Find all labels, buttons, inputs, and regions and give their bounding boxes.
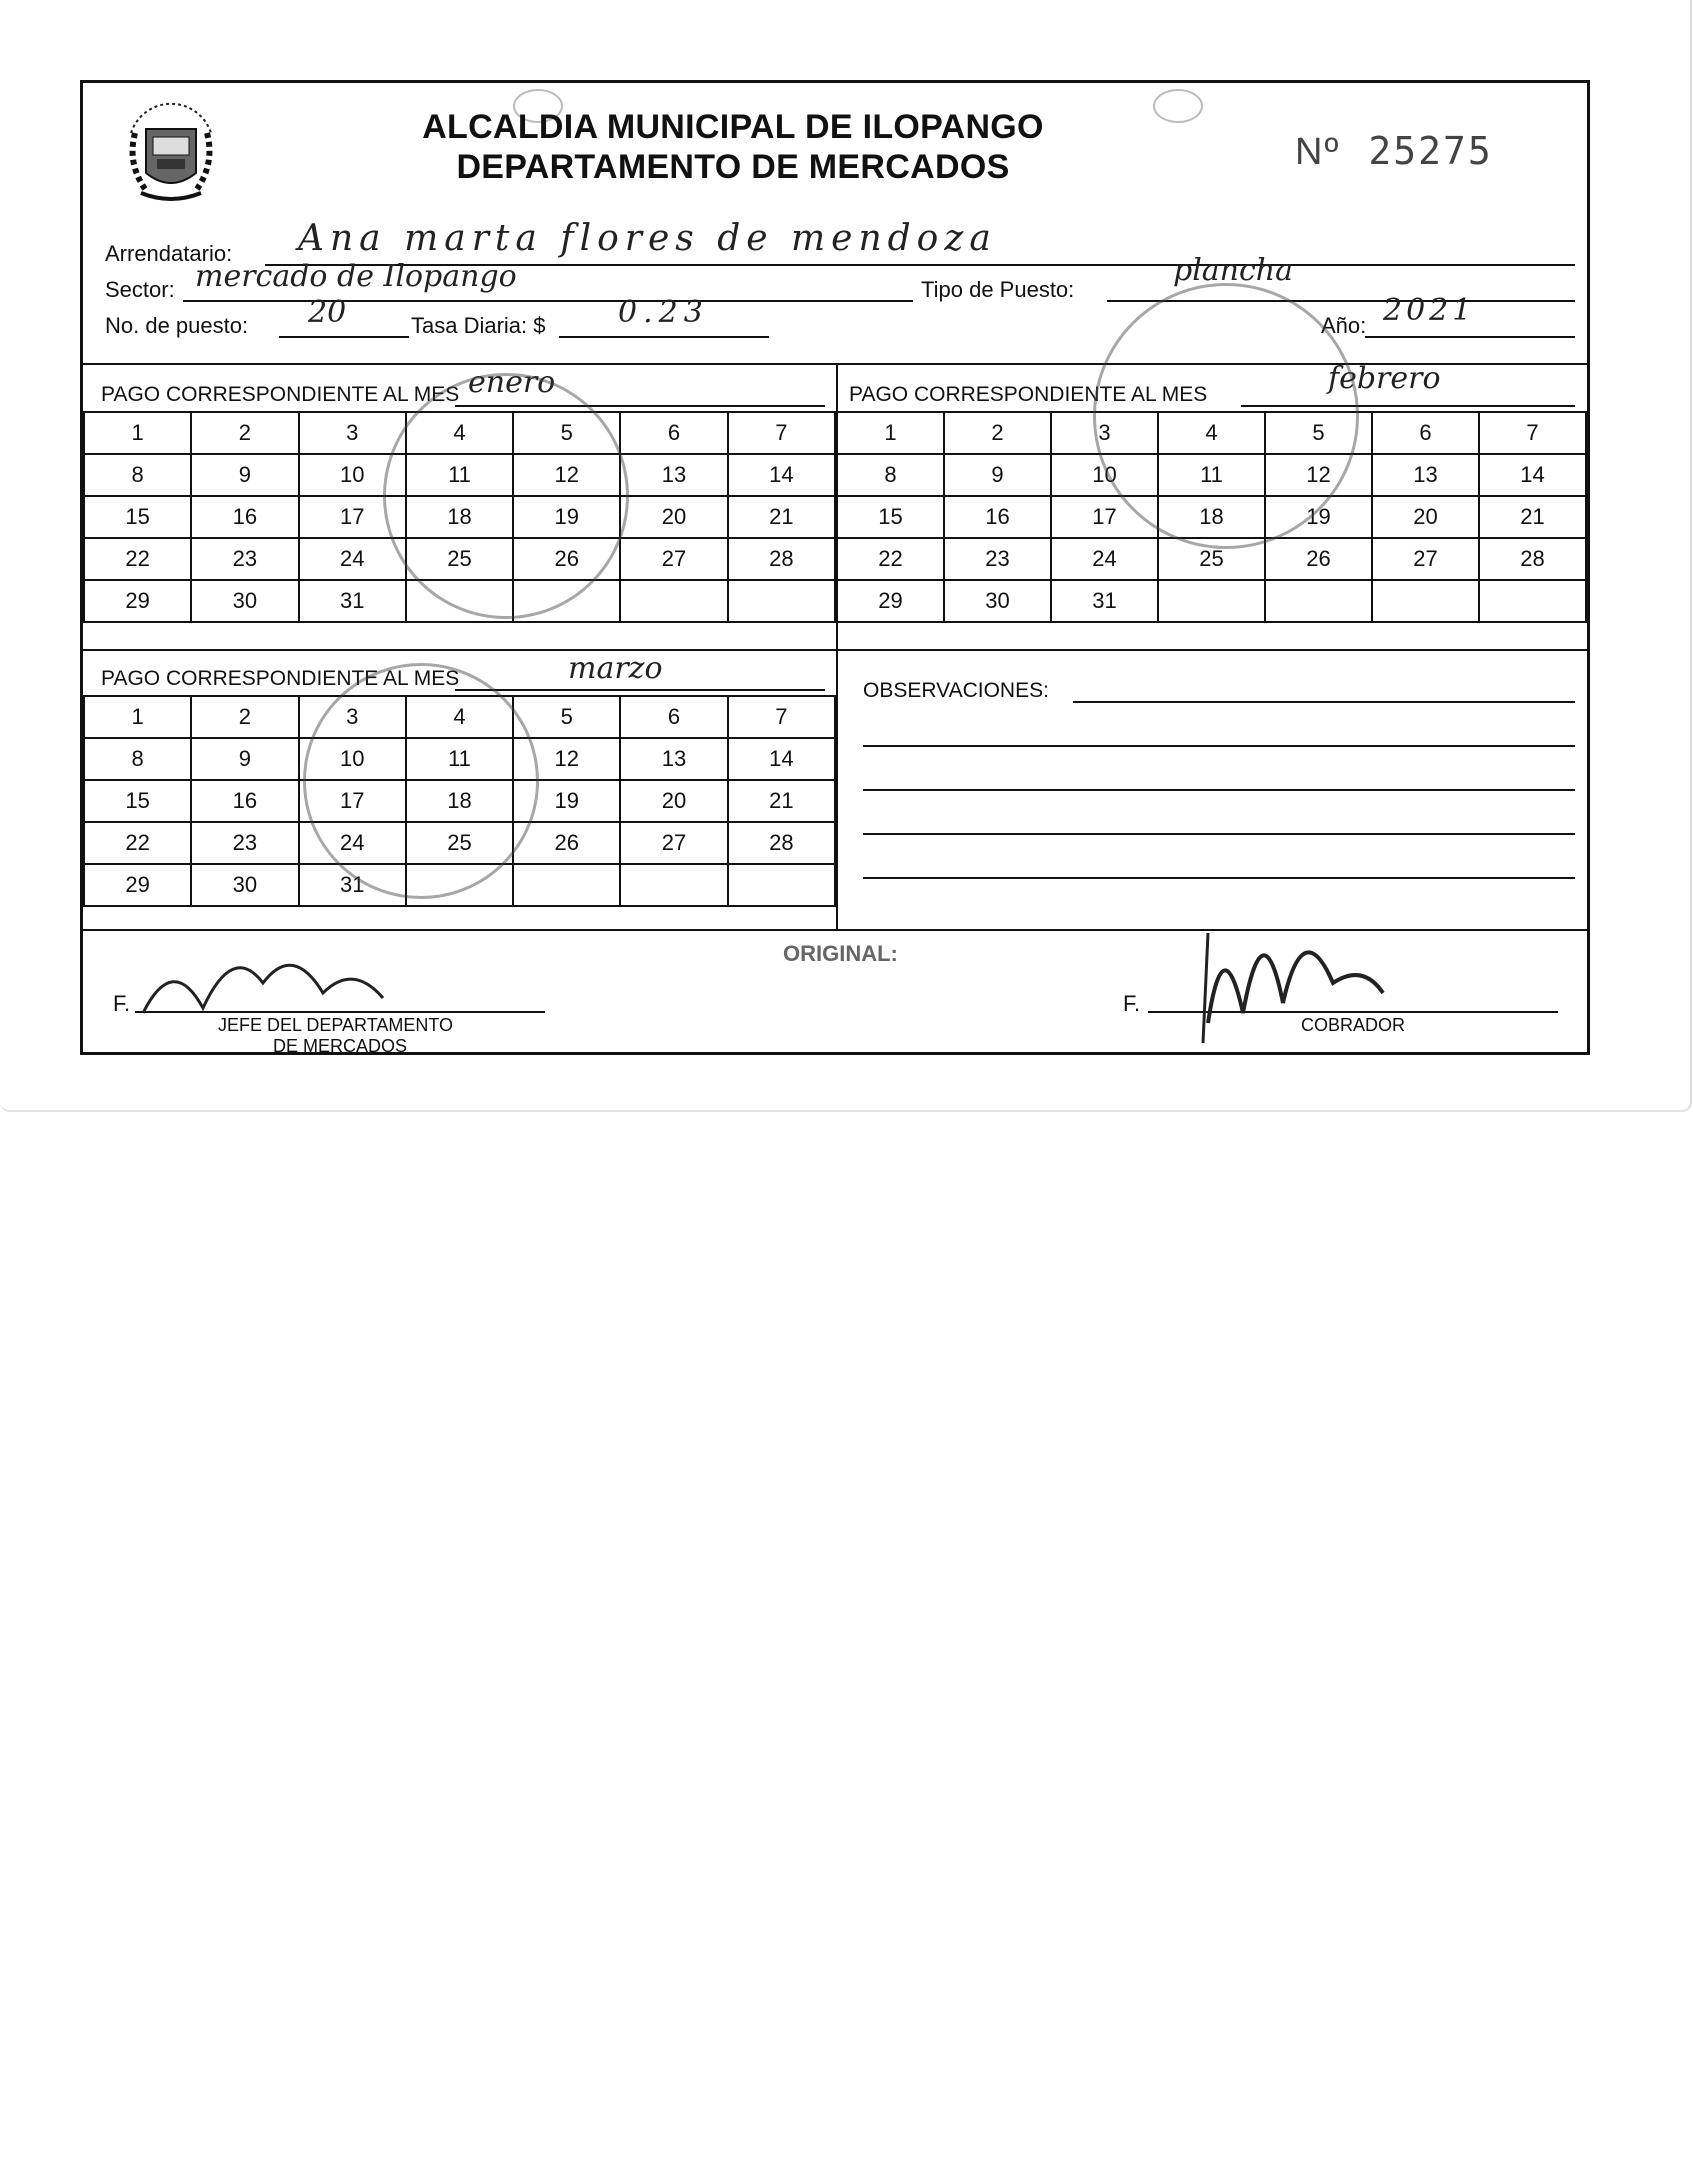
day-cell[interactable]: 28 bbox=[728, 538, 835, 580]
tipo-puesto-label: Tipo de Puesto: bbox=[921, 277, 1075, 302]
number-value: 25275 bbox=[1368, 129, 1493, 173]
day-cell[interactable]: 8 bbox=[84, 454, 191, 496]
original-label: ORIGINAL: bbox=[783, 941, 898, 966]
day-cell[interactable]: 13 bbox=[620, 454, 727, 496]
cobrador-label: COBRADOR bbox=[1301, 1015, 1406, 1035]
day-cell[interactable]: 5 bbox=[1265, 412, 1372, 454]
day-cell[interactable]: 4 bbox=[1158, 412, 1265, 454]
number-label: Nº bbox=[1295, 131, 1341, 173]
month2-value[interactable]: febrero bbox=[1328, 361, 1441, 396]
month3-label: PAGO CORRESPONDIENTE AL MES bbox=[101, 667, 460, 690]
month2-label: PAGO CORRESPONDIENTE AL MES bbox=[849, 383, 1208, 406]
puesto-value[interactable]: 20 bbox=[308, 295, 347, 330]
day-cell[interactable]: 13 bbox=[620, 738, 727, 780]
day-cell[interactable]: 10 bbox=[299, 454, 406, 496]
day-cell[interactable]: 21 bbox=[728, 780, 835, 822]
day-cell[interactable]: 7 bbox=[728, 696, 835, 738]
org-name: ALCALDIA MUNICIPAL DE ILOPANGO bbox=[422, 108, 1044, 146]
day-cell[interactable]: 16 bbox=[191, 496, 298, 538]
day-cell[interactable]: 17 bbox=[299, 780, 406, 822]
day-cell[interactable]: 23 bbox=[191, 538, 298, 580]
day-cell[interactable]: 14 bbox=[728, 738, 835, 780]
day-cell[interactable]: 30 bbox=[191, 864, 298, 906]
day-cell[interactable]: 6 bbox=[620, 412, 727, 454]
day-cell[interactable]: 24 bbox=[299, 538, 406, 580]
day-cell[interactable]: 22 bbox=[837, 538, 944, 580]
day-cell[interactable]: 15 bbox=[84, 496, 191, 538]
day-cell[interactable]: 27 bbox=[620, 538, 727, 580]
day-cell[interactable]: 21 bbox=[728, 496, 835, 538]
day-cell[interactable]: 12 bbox=[513, 454, 620, 496]
day-cell[interactable]: 11 bbox=[406, 738, 513, 780]
month3-value[interactable]: marzo bbox=[568, 651, 663, 686]
anio-label: Año: bbox=[1321, 313, 1367, 338]
day-cell[interactable]: 20 bbox=[620, 780, 727, 822]
day-cell[interactable]: 24 bbox=[299, 822, 406, 864]
day-cell[interactable]: 30 bbox=[944, 580, 1051, 622]
arrendatario-value[interactable]: Ana marta flores de mendoza bbox=[298, 218, 997, 259]
day-cell[interactable]: 20 bbox=[620, 496, 727, 538]
day-cell[interactable]: 3 bbox=[299, 412, 406, 454]
day-cell[interactable]: 20 bbox=[1372, 496, 1479, 538]
day-cell[interactable]: 23 bbox=[944, 538, 1051, 580]
day-cell[interactable]: 17 bbox=[299, 496, 406, 538]
handwritten-signatures bbox=[83, 83, 1587, 1053]
day-cell[interactable]: 28 bbox=[728, 822, 835, 864]
day-cell[interactable]: 1 bbox=[837, 412, 944, 454]
day-cell[interactable]: 8 bbox=[84, 738, 191, 780]
day-cell[interactable]: 14 bbox=[1479, 454, 1586, 496]
day-cell[interactable]: 7 bbox=[728, 412, 835, 454]
day-cell[interactable]: 18 bbox=[406, 496, 513, 538]
day-cell[interactable]: 2 bbox=[191, 412, 298, 454]
day-cell[interactable]: 25 bbox=[406, 538, 513, 580]
arrendatario-label: Arrendatario: bbox=[105, 241, 233, 266]
day-cell[interactable]: 15 bbox=[837, 496, 944, 538]
day-cell[interactable]: 29 bbox=[84, 580, 191, 622]
day-cell[interactable]: 2 bbox=[191, 696, 298, 738]
sector-value[interactable]: mercado de Ilopango bbox=[195, 259, 517, 294]
day-cell[interactable]: 11 bbox=[406, 454, 513, 496]
day-cell[interactable]: 7 bbox=[1479, 412, 1586, 454]
day-cell[interactable]: 25 bbox=[1158, 538, 1265, 580]
day-cell[interactable]: 27 bbox=[1372, 538, 1479, 580]
day-cell[interactable]: 30 bbox=[191, 580, 298, 622]
day-cell[interactable]: 12 bbox=[513, 738, 620, 780]
day-cell[interactable]: 26 bbox=[1265, 538, 1372, 580]
day-cell[interactable]: 4 bbox=[406, 412, 513, 454]
day-cell[interactable]: 18 bbox=[406, 780, 513, 822]
day-cell[interactable]: 26 bbox=[513, 822, 620, 864]
day-cell[interactable]: 24 bbox=[1051, 538, 1158, 580]
market-payment-card bbox=[80, 80, 1590, 1055]
tipo-puesto-value[interactable]: plancha bbox=[1173, 253, 1294, 288]
day-cell[interactable]: 21 bbox=[1479, 496, 1586, 538]
day-cell[interactable]: 6 bbox=[1372, 412, 1479, 454]
day-cell[interactable]: 16 bbox=[191, 780, 298, 822]
observaciones-label: OBSERVACIONES: bbox=[863, 679, 1049, 702]
day-cell[interactable]: 1 bbox=[84, 412, 191, 454]
f-left-label: F. bbox=[113, 991, 131, 1016]
sector-label: Sector: bbox=[105, 277, 175, 302]
jefe-label-2: DE MERCADOS bbox=[273, 1036, 408, 1056]
day-cell[interactable]: 23 bbox=[191, 822, 298, 864]
day-cell[interactable]: 29 bbox=[837, 580, 944, 622]
day-cell[interactable]: 25 bbox=[406, 822, 513, 864]
day-cell[interactable]: 3 bbox=[299, 696, 406, 738]
day-cell[interactable]: 9 bbox=[944, 454, 1051, 496]
anio-value[interactable]: 2021 bbox=[1383, 293, 1476, 328]
day-cell[interactable]: 31 bbox=[1051, 580, 1158, 622]
day-cell[interactable]: 26 bbox=[513, 538, 620, 580]
dept-name: DEPARTAMENTO DE MERCADOS bbox=[456, 148, 1010, 186]
day-cell[interactable]: 6 bbox=[620, 696, 727, 738]
day-cell[interactable]: 19 bbox=[513, 780, 620, 822]
day-cell[interactable]: 10 bbox=[299, 738, 406, 780]
puesto-label: No. de puesto: bbox=[105, 313, 249, 338]
day-cell[interactable]: 19 bbox=[513, 496, 620, 538]
day-cell[interactable]: 12 bbox=[1265, 454, 1372, 496]
day-cell[interactable]: 11 bbox=[1158, 454, 1265, 496]
tasa-label: Tasa Diaria: $ bbox=[411, 313, 546, 338]
jefe-label-1: JEFE DEL DEPARTAMENTO bbox=[218, 1015, 454, 1035]
month1-label: PAGO CORRESPONDIENTE AL MES bbox=[101, 383, 460, 406]
day-cell[interactable]: 17 bbox=[1051, 496, 1158, 538]
day-cell[interactable]: 1 bbox=[84, 696, 191, 738]
day-cell[interactable]: 15 bbox=[84, 780, 191, 822]
day-cell[interactable]: 14 bbox=[728, 454, 835, 496]
day-cell[interactable]: 31 bbox=[299, 580, 406, 622]
day-cell[interactable]: 5 bbox=[513, 696, 620, 738]
day-cell[interactable]: 2 bbox=[944, 412, 1051, 454]
f-right-label: F. bbox=[1123, 991, 1141, 1016]
day-cell[interactable]: 19 bbox=[1265, 496, 1372, 538]
day-cell[interactable]: 18 bbox=[1158, 496, 1265, 538]
day-cell[interactable]: 22 bbox=[84, 538, 191, 580]
day-cell[interactable]: 9 bbox=[191, 738, 298, 780]
day-cell[interactable]: 31 bbox=[299, 864, 406, 906]
day-cell[interactable]: 4 bbox=[406, 696, 513, 738]
day-cell[interactable]: 16 bbox=[944, 496, 1051, 538]
month1-value[interactable]: enero bbox=[468, 365, 556, 400]
day-cell[interactable]: 8 bbox=[837, 454, 944, 496]
day-cell[interactable]: 13 bbox=[1372, 454, 1479, 496]
day-cell[interactable]: 28 bbox=[1479, 538, 1586, 580]
day-cell[interactable]: 3 bbox=[1051, 412, 1158, 454]
tasa-value[interactable]: 0.23 bbox=[618, 295, 709, 330]
day-cell[interactable]: 29 bbox=[84, 864, 191, 906]
day-cell[interactable]: 5 bbox=[513, 412, 620, 454]
day-cell[interactable]: 9 bbox=[191, 454, 298, 496]
day-cell[interactable]: 22 bbox=[84, 822, 191, 864]
day-cell[interactable]: 27 bbox=[620, 822, 727, 864]
day-cell[interactable]: 10 bbox=[1051, 454, 1158, 496]
